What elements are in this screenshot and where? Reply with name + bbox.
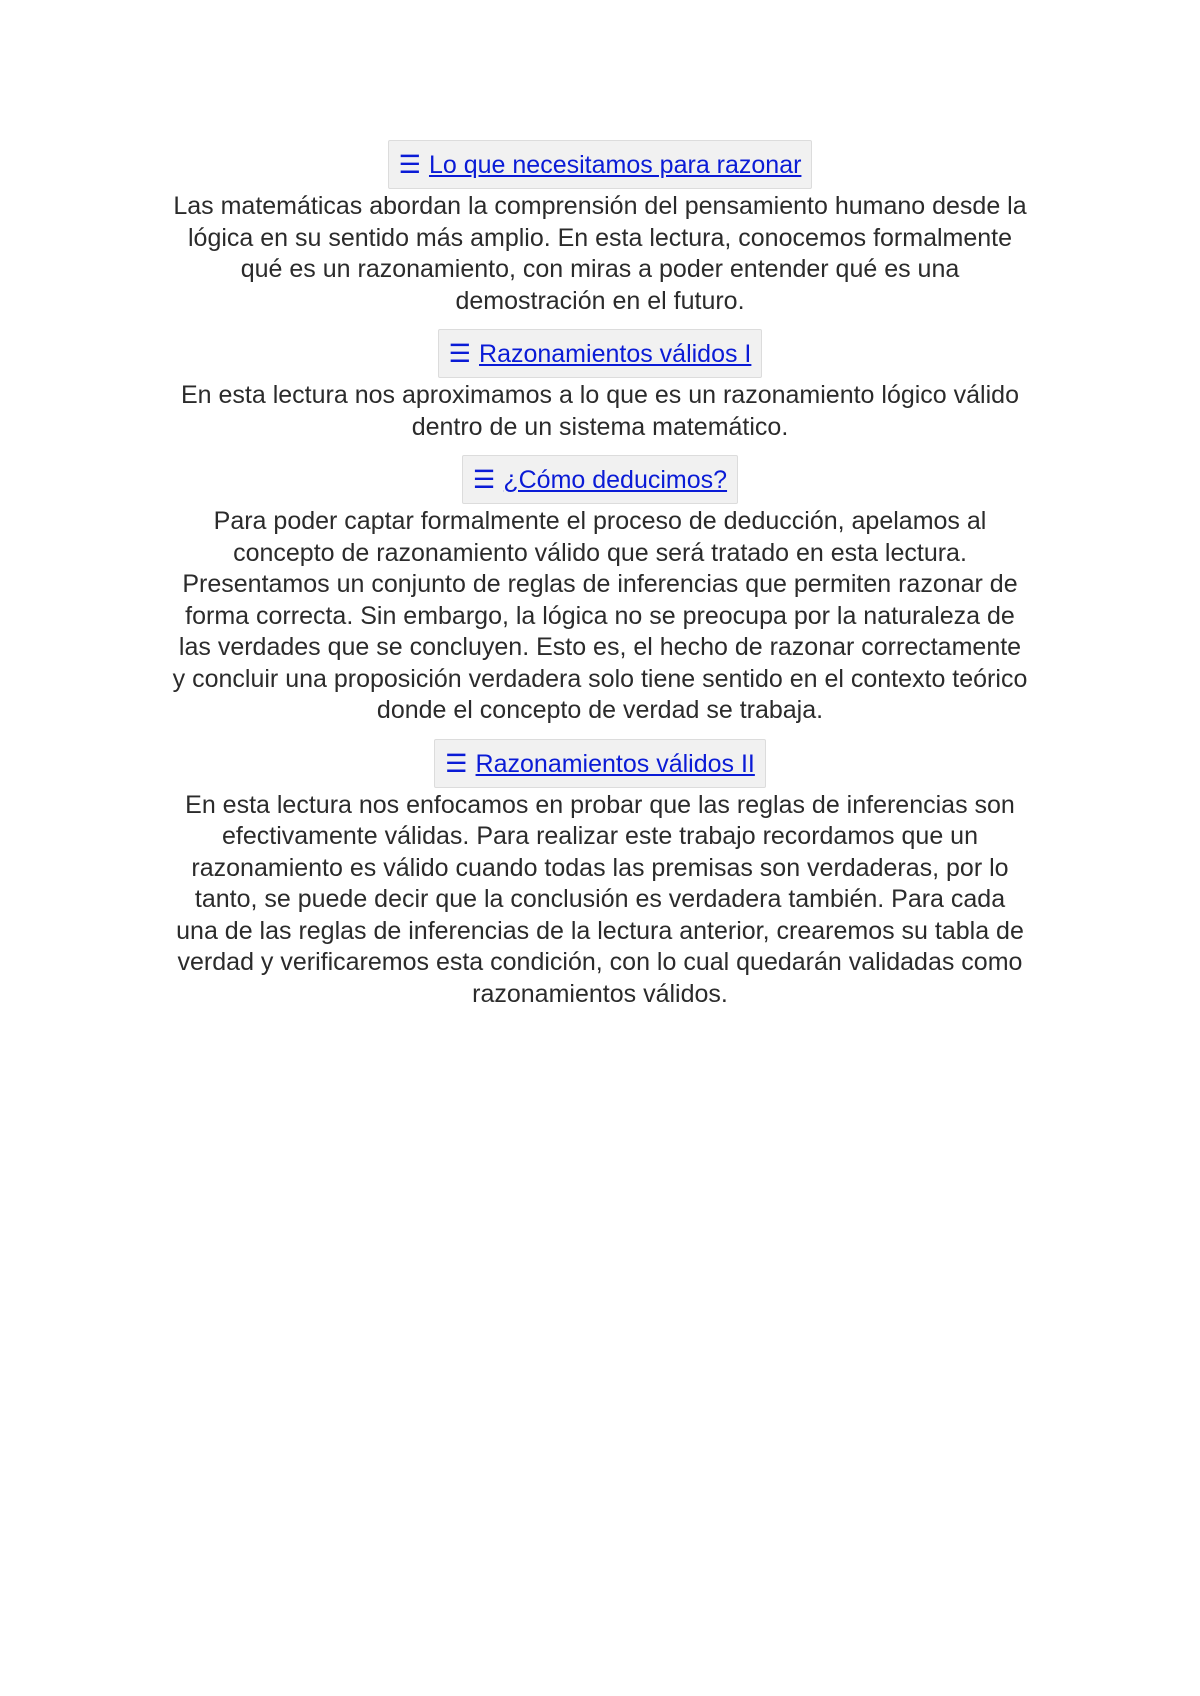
lecture-description: Para poder captar formalmente el proceso de deducción, apelamos al concepto de razonamiento válido que será tratado en esta lectura. Presentamos un conjunto de reglas de inferencias que permiten razonar de forma correcta. Sin embargo, la lógica no se preocupa por la naturaleza de las verdades que se concluyen. Esto es, el hecho de razonar correctamente y concluir una proposición verdadera solo tiene sentido en el contexto teórico donde el concepto de verdad se trabaja.: [172, 507, 1028, 724]
lecture-link-lo-que-necesitamos[interactable]: [399, 151, 802, 179]
lecture-section-1: [170, 140, 1030, 317]
lecture-link-box: [438, 329, 763, 378]
lecture-link-box: [462, 455, 738, 504]
list-icon: ☰: [398, 151, 421, 179]
lecture-link-box: [434, 739, 766, 788]
lecture-link-razonamientos-validos-1[interactable]: [449, 340, 752, 368]
lecture-description: En esta lectura nos enfocamos en probar que las reglas de inferencias son efectivamente válidas. Para realizar este trabajo recordamos que un razonamiento es válido cuando todas las premisas son verdaderas, por lo tanto, se puede decir que la conclusión es verdadera también. Para cada una de las reglas de inferencias de la lectura anterior, crearemos su tabla de verdad y verificaremos esta condición, con lo cual quedarán validadas como razonamientos válidos.: [176, 790, 1024, 1008]
lecture-description: En esta lectura nos aproximamos a lo que es un razonamiento lógico válido dentro de un sistema matemático.: [181, 381, 1019, 441]
lecture-link-box: [388, 140, 813, 189]
lecture-link-como-deducimos[interactable]: [473, 466, 727, 494]
lecture-link-label: Razonamientos válidos II: [475, 749, 755, 778]
list-icon: ☰: [472, 466, 496, 494]
lecture-description: Las matemáticas abordan la comprensión del pensamiento humano desde la lógica en su sentido más amplio. En esta lectura, conocemos formalmente qué es un razonamiento, con miras a poder entender qué es una demostración en el futuro.: [173, 192, 1027, 315]
lecture-link-label: Lo que necesitamos para razonar: [428, 151, 802, 179]
lecture-section-3: [170, 455, 1030, 727]
lecture-link-label: Razonamientos válidos I: [479, 340, 752, 368]
list-icon: ☰: [448, 340, 472, 368]
list-icon: ☰: [445, 749, 468, 778]
lecture-link-label: ¿Cómo deducimos?: [503, 466, 728, 494]
lecture-section-4: [170, 739, 1030, 1011]
lecture-link-razonamientos-validos-2[interactable]: [445, 750, 755, 778]
lecture-section-2: [170, 329, 1030, 443]
lecture-list: [170, 140, 1030, 1022]
